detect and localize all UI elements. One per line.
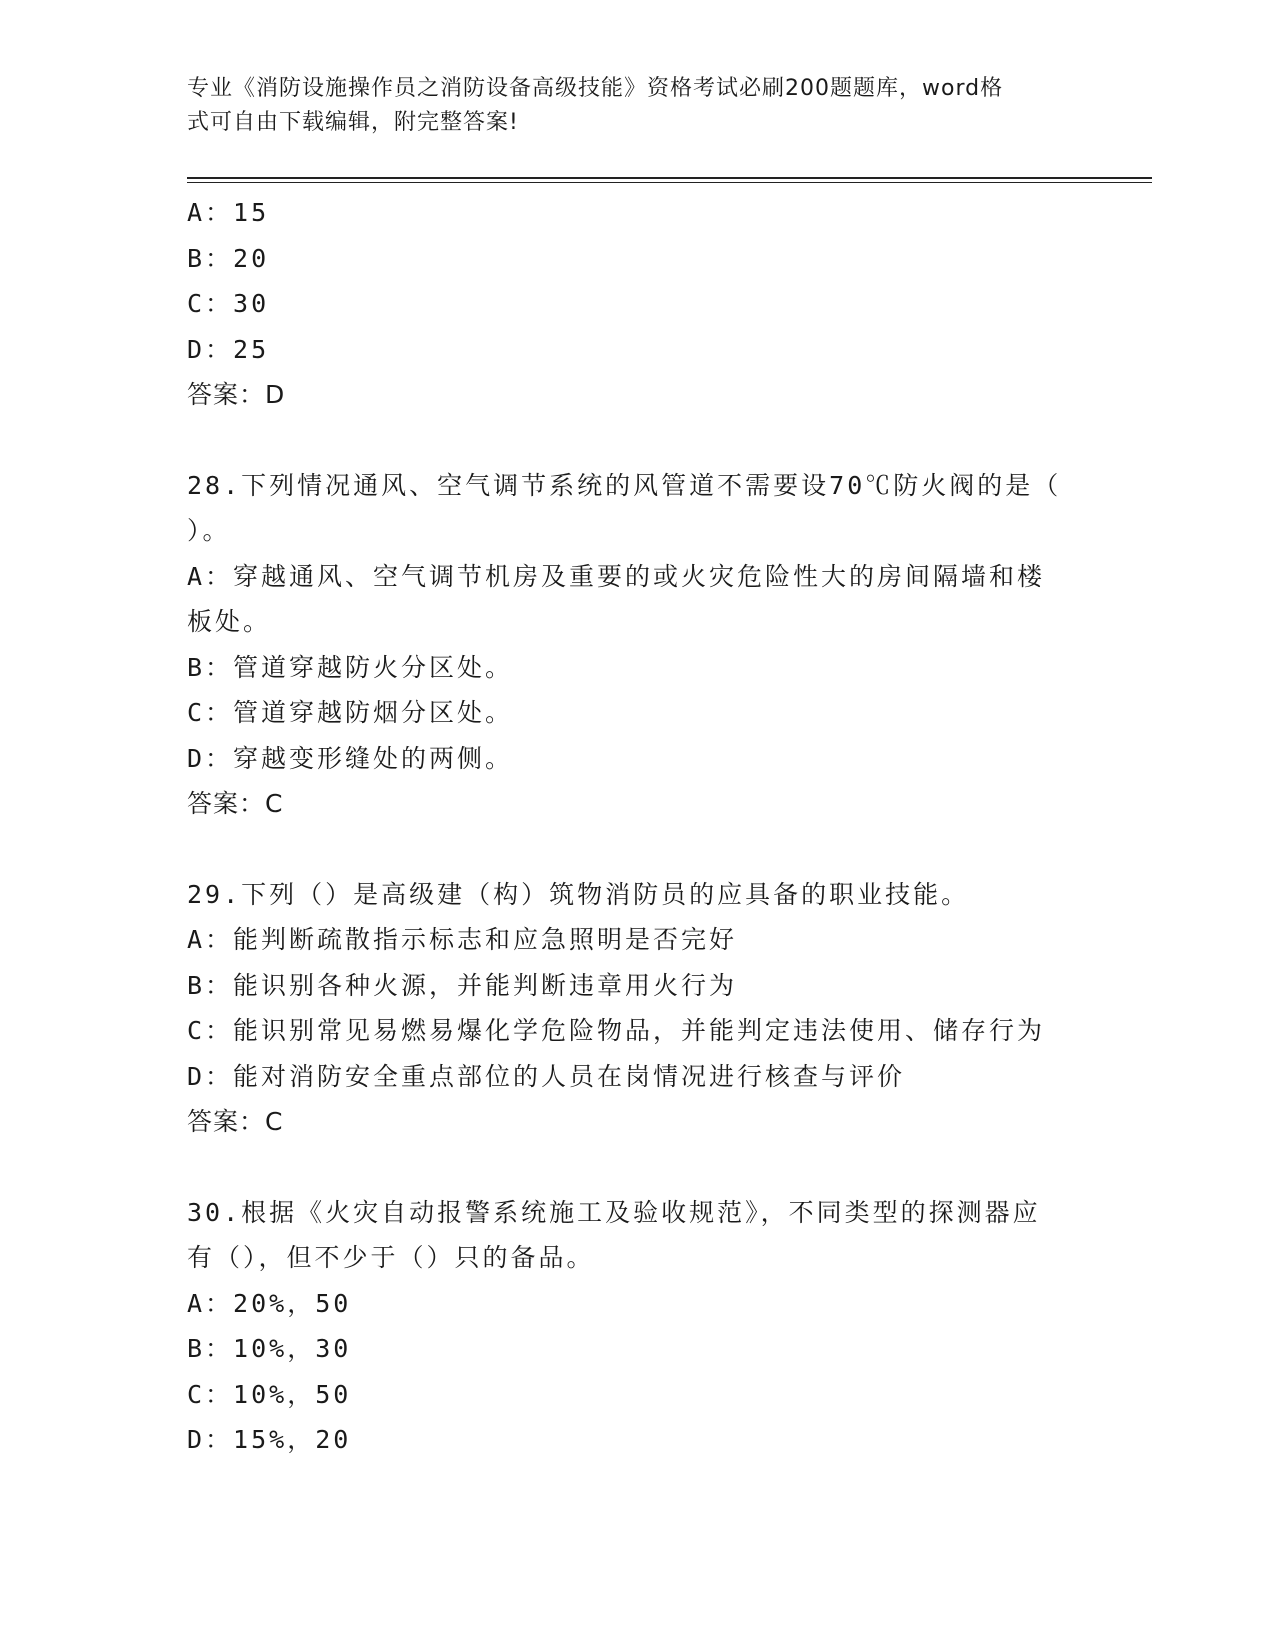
answer-line: 答案：C bbox=[187, 1107, 284, 1136]
question-list bbox=[187, 190, 1087, 1463]
option-a: A：能判断疏散指示标志和应急照明是否完好 bbox=[187, 925, 738, 954]
option-c: C：10%，50 bbox=[187, 1379, 352, 1409]
header-line-2: 式可自由下载编辑，附完整答案! bbox=[187, 110, 519, 135]
question-28 bbox=[187, 463, 1087, 827]
option-d: D：15%，20 bbox=[187, 1425, 352, 1454]
option-d: D：25 bbox=[187, 334, 270, 364]
option-c: C：管道穿越防烟分区处。 bbox=[187, 698, 514, 727]
document-header bbox=[187, 72, 1067, 140]
question-30 bbox=[187, 1190, 1087, 1463]
option-a: A：20%，50 bbox=[187, 1288, 352, 1318]
spacer bbox=[187, 418, 1087, 463]
question-stem: 28.下列情况通风、空气调节系统的风管道不需要设70℃防火阀的是（ bbox=[187, 470, 1062, 500]
answer-line: 答案：D bbox=[187, 380, 286, 409]
question-stem: 29.下列（）是高级建（构）筑物消防员的应具备的职业技能。 bbox=[187, 879, 970, 909]
option-b: B：能识别各种火源，并能判断违章用火行为 bbox=[187, 970, 738, 1000]
header-divider-thin bbox=[187, 182, 1152, 183]
option-b: B：管道穿越防火分区处。 bbox=[187, 652, 514, 682]
option-a: A：15 bbox=[187, 198, 270, 227]
option-d: D：穿越变形缝处的两侧。 bbox=[187, 743, 514, 773]
question-27-remainder bbox=[187, 190, 1087, 418]
spacer bbox=[187, 827, 1087, 872]
option-a-continued: 板处。 bbox=[187, 607, 272, 636]
option-b: B：10%，30 bbox=[187, 1334, 352, 1363]
option-a: A：穿越通风、空气调节机房及重要的或火灾危险性大的房间隔墙和楼 bbox=[187, 561, 1046, 591]
option-b: B：20 bbox=[187, 243, 270, 273]
header-divider-thick bbox=[187, 177, 1152, 179]
answer-line: 答案：C bbox=[187, 789, 284, 818]
header-line-1: 专业《消防设施操作员之消防设备高级技能》资格考试必刷200题题库，word格 bbox=[187, 76, 1004, 101]
question-stem-continued: 有（），但不少于（）只的备品。 bbox=[187, 1243, 595, 1272]
option-c: C：30 bbox=[187, 289, 270, 318]
option-c: C：能识别常见易燃易爆化学危险物品，并能判定违法使用、储存行为 bbox=[187, 1016, 1046, 1045]
question-29 bbox=[187, 872, 1087, 1145]
spacer bbox=[187, 1145, 1087, 1190]
option-d: D：能对消防安全重点部位的人员在岗情况进行核查与评价 bbox=[187, 1061, 906, 1091]
question-stem-continued: ）。 bbox=[187, 516, 231, 545]
question-stem: 30.根据《火灾自动报警系统施工及验收规范》，不同类型的探测器应 bbox=[187, 1197, 1041, 1227]
